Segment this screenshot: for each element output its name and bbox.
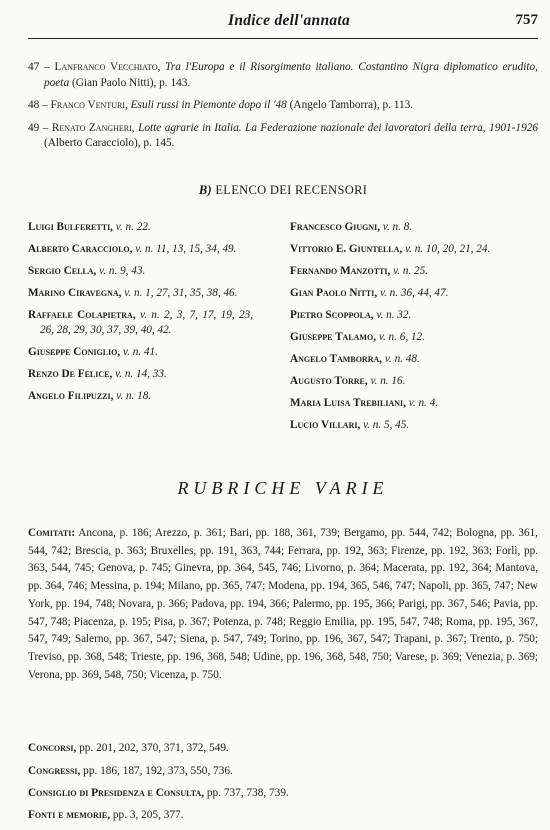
recensore-refs: v. n. 2, 3, 7, 17, 19, 23, 26, 28, 29, 30, 37, 39, 40, 42.	[40, 309, 253, 336]
recensore-item	[290, 418, 538, 433]
recensore-item	[290, 264, 538, 279]
misc-text: pp. 201, 202, 370, 371, 372, 549.	[79, 742, 229, 754]
recensore-refs: v. n. 6, 12.	[378, 331, 425, 343]
section-heading-rubriche: RUBRICHE VARIE	[177, 478, 389, 498]
recensore-item	[28, 367, 253, 382]
recensore-item	[28, 242, 253, 257]
recensore-name: Sergio Cella,	[28, 265, 97, 277]
recensore-item	[28, 308, 253, 338]
page-header	[28, 10, 538, 36]
misc-item-congressi	[28, 764, 538, 779]
section-letter: B)	[198, 183, 212, 197]
running-title: Indice dell'annata	[228, 12, 351, 29]
review-entries	[28, 60, 538, 159]
recensore-name: Luigi Bulferetti,	[28, 221, 113, 233]
recensore-refs: v. n. 4.	[408, 397, 439, 409]
misc-label: Consiglio di Presidenza e Consulta,	[28, 787, 205, 799]
recensore-refs: v. n. 36, 44, 47.	[379, 287, 449, 299]
comitati-paragraph	[28, 525, 538, 684]
recensori-right-column	[290, 220, 538, 440]
recensore-name: Angelo Filipuzzi,	[28, 390, 114, 402]
page-number: 757	[515, 12, 538, 28]
recensore-refs: v. n. 22.	[115, 221, 151, 233]
recensore-item	[290, 242, 538, 257]
recensore-refs: v. n. 14, 33.	[115, 368, 167, 380]
entry-number: 48 –	[28, 99, 48, 111]
recensore-refs: v. n. 9, 43.	[99, 265, 146, 277]
review-entry-47	[28, 60, 538, 91]
entry-title: Lotte agrarie in Italia. La Federazione nazionale dei lavoratori della terra, 1901-1926	[138, 121, 539, 134]
entry-author: Renato Zangheri,	[51, 121, 135, 134]
recensore-name: Fernando Manzotti,	[290, 265, 391, 277]
misc-item-concorsi	[28, 741, 538, 756]
misc-text: pp. 737, 738, 739.	[206, 787, 289, 799]
entry-number: 49 –	[28, 121, 49, 134]
section-title: ELENCO DEI RECENSORI	[215, 183, 368, 197]
misc-label: Concorsi,	[28, 742, 77, 754]
recensore-name: Giuseppe Coniglio,	[28, 346, 121, 358]
recensore-item	[290, 220, 538, 235]
section-heading-recensori	[28, 183, 538, 198]
comitati-label: Comitati:	[28, 527, 76, 539]
recensore-refs: v. n. 8.	[382, 221, 413, 233]
entry-number: 47 –	[28, 61, 50, 73]
recensore-refs: v. n. 5, 45.	[363, 419, 410, 431]
recensore-refs: v. n. 25.	[393, 265, 429, 277]
misc-text: pp. 3, 205, 377.	[112, 809, 184, 821]
comitati-text: Ancona, p. 186; Arezzo, p. 361; Bari, pp. 188, 361, 739; Bergamo, pp. 544, 742; Bologna, pp. 361, 544, 742; Brescia, p. 363; Bruxelles, pp. 191, 363, 744; Ferrara, pp. 192, 363; Firenze, pp. 192, 363; Forlì, pp. 363, 544, 745; Genova, p. 745; Ginevra, pp. 364, 545, 746; Livorno, p. 364; Macerata, pp. 192, 364; Mantova, pp. 364, 746; Messina, p. 194; Milano, pp. 365, 747; Modena, pp. 194, 365, 546, 747; Napoli, pp. 365, 747; New York, pp. 194, 748; Novara, p. 366; Padova, pp. 194, 366; Palermo, pp. 195, 366; Parigi, pp. 367, 546; Pavia, pp. 547, 748; Piacenza, p. 195; Pisa, p. 367; Potenza, p. 748; Reggio Emilia, pp. 195, 547, 748; Roma, pp. 195, 367, 547, 749; Salerno, pp. 367, 547; Siena, p. 547, 749; Torino, pp. 196, 367, 547; Trapani, p. 367; Trento, p. 750; Treviso, pp. 368, 548; Trieste, pp. 196, 368, 548; Udine, pp. 196, 368, 548, 750; Varese, p. 369; Venezia, p. 369; Verona, pp. 369, 548, 750; Vicenza, p. 750.	[28, 527, 538, 681]
recensore-name: Angelo Tamborra,	[290, 353, 383, 365]
recensore-item	[28, 389, 253, 404]
review-entry-48	[28, 98, 538, 114]
recensore-item	[28, 220, 253, 235]
recensore-name: Vittorio E. Giuntella,	[290, 243, 403, 255]
recensori-left-column	[28, 220, 253, 411]
recensore-item	[290, 374, 538, 389]
recensore-item	[290, 396, 538, 411]
entry-author: Franco Venturi,	[50, 99, 128, 111]
recensore-refs: v. n. 18.	[116, 390, 152, 402]
recensore-name: Francesco Giugni,	[290, 221, 381, 233]
misc-item-fonti	[28, 808, 538, 823]
misc-label: Fonti e memorie,	[28, 809, 111, 821]
misc-item-consiglio	[28, 786, 538, 801]
recensore-name: Maria Luisa Trebiliani,	[290, 397, 406, 409]
entry-title: Esuli russi in Piemonte dopo il '48	[130, 99, 287, 111]
header-rule	[28, 38, 538, 39]
recensore-item	[290, 352, 538, 367]
recensore-refs: v. n. 1, 27, 31, 35, 38, 46.	[124, 287, 238, 299]
recensore-refs: v. n. 41.	[122, 346, 158, 358]
recensore-refs: v. n. 10, 20, 21, 24.	[405, 243, 491, 255]
recensore-name: Renzo De Felice,	[28, 368, 113, 380]
recensore-name: Augusto Torre,	[290, 375, 368, 387]
recensore-name: Gian Paolo Nitti,	[290, 287, 378, 299]
entry-author: Lanfranco Vecchiato,	[54, 61, 161, 73]
recensore-name: Pietro Scoppola,	[290, 309, 374, 321]
recensore-name: Giuseppe Talamo,	[290, 331, 377, 343]
recensore-item	[290, 330, 538, 345]
entry-rest: (Angelo Tamborra), p. 113.	[289, 99, 414, 111]
misc-label: Congressi,	[28, 765, 81, 777]
recensore-item	[28, 286, 253, 301]
entry-rest: (Gian Paolo Nitti), p. 143.	[71, 76, 191, 89]
recensore-name: Lucio Villari,	[290, 419, 361, 431]
recensore-item	[290, 308, 538, 323]
recensore-refs: v. n. 48.	[384, 353, 420, 365]
entry-title: Tra l'Europa e il Risorgimento italiano. Costantino Nigra diplomatico erudito, poeta	[44, 61, 538, 89]
misc-text: pp. 186, 187, 192, 373, 550, 736.	[83, 765, 233, 777]
entry-rest: (Alberto Caracciolo), p. 145.	[44, 137, 175, 149]
recensore-refs: v. n. 16.	[370, 375, 406, 387]
recensore-refs: v. n. 11, 13, 15, 34, 49.	[135, 243, 237, 255]
recensore-name: Marino Ciravegna,	[28, 287, 122, 299]
recensore-refs: v. n. 32.	[376, 309, 412, 321]
recensore-item	[28, 264, 253, 279]
recensore-name: Raffaele Colapietra,	[28, 309, 136, 321]
review-entry-49	[28, 121, 538, 152]
recensore-item	[290, 286, 538, 301]
recensore-name: Alberto Caracciolo,	[28, 243, 133, 255]
recensore-item	[28, 345, 253, 360]
